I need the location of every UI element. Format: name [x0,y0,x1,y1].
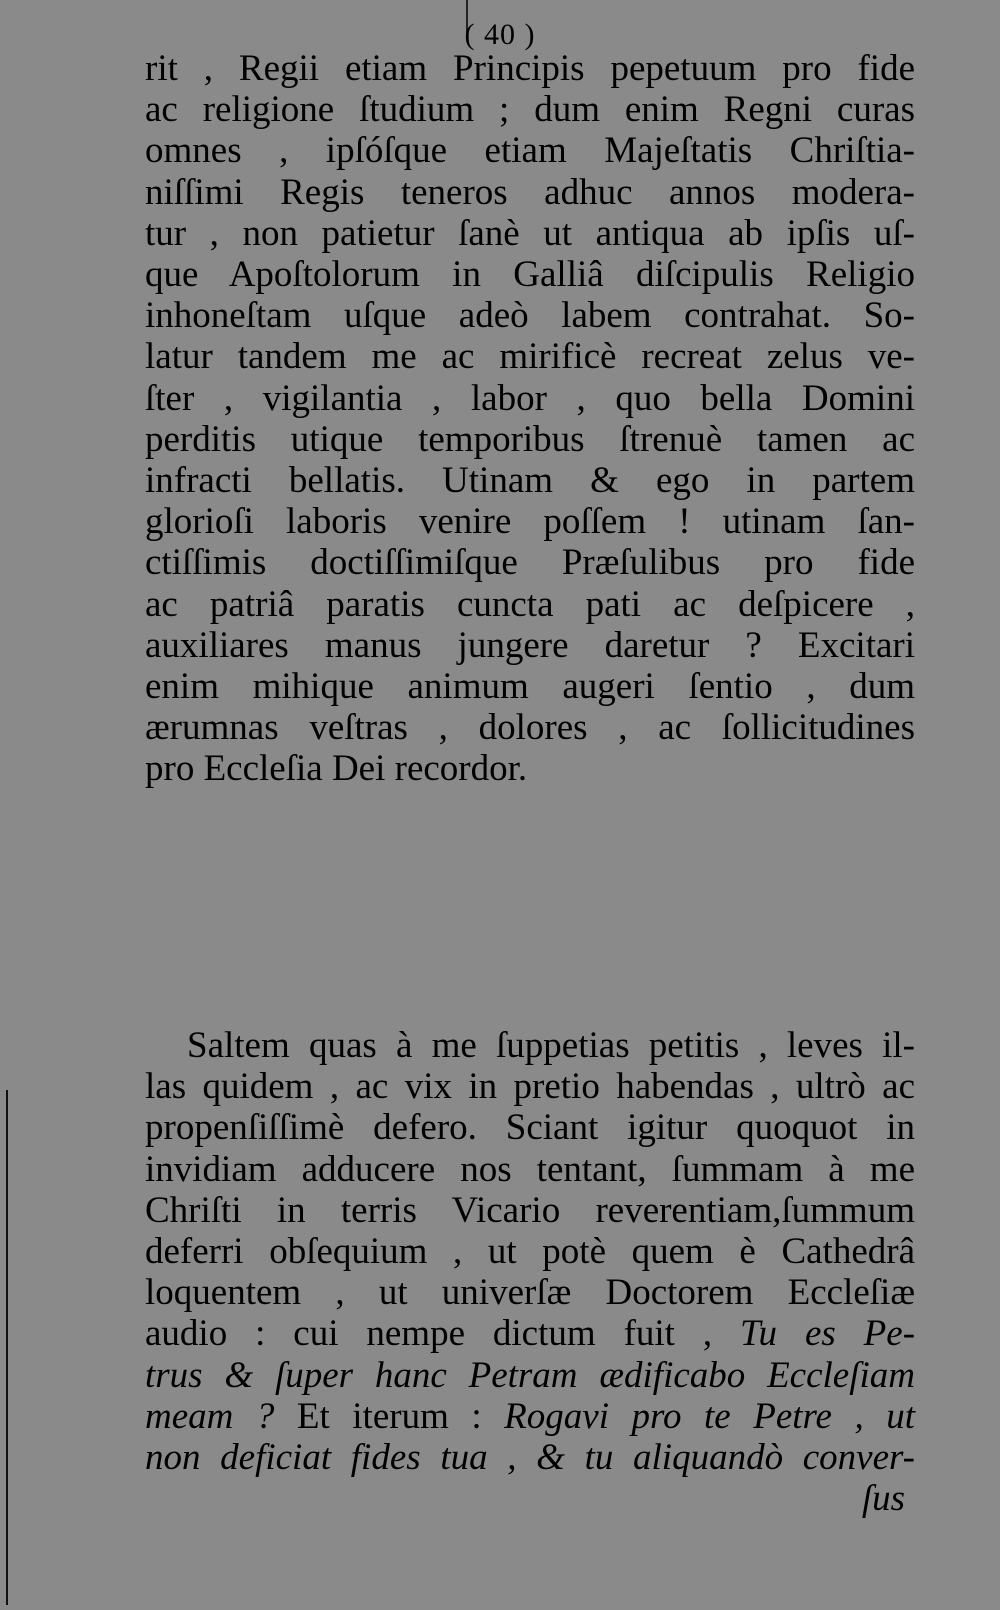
text-line: deferri obſequium , ut potè quem è Cathedrâ [145,1231,915,1273]
italic-quote-line: non deficiat fides tua , & tu aliquandò conver- [145,1437,915,1479]
text-line: propenſiſſimè defero. Sciant igitur quoquot in [145,1107,915,1149]
text-line: ærumnas veſtras , dolores , ac ſollicitudines [145,707,915,749]
page-number: ( 40 ) [464,18,536,51]
paragraph-1 [145,48,915,790]
text-line: Chriſti in terris Vicario reverentiam,ſummum [145,1189,915,1231]
text-line: loquentem , ut univerſæ Doctorem Eccleſiæ [145,1272,915,1314]
text-line: inhoneſtam uſque adeò labem contrahat. So- [145,295,915,337]
binding-edge-line [6,1090,8,1605]
text-line: latur tandem me ac mirificè recreat zelus ve- [145,336,915,378]
italic-quote: Rogavi pro te Petre , ut [504,1395,916,1437]
text-line: niſſimi Regis teneros adhuc annos modera- [145,171,915,213]
text-line: ac religione ſtudium ; dum enim Regni curas [145,89,915,131]
text-line: que Apoſtolorum in Galliâ diſcipulis Religio [145,254,915,296]
text-line: ſter , vigilantia , labor , quo bella Domini [145,377,915,419]
italic-quote-line: trus & ſuper hanc Petram ædificabo Eccleſiam [145,1354,915,1396]
text-line [145,1396,915,1437]
text-line [145,1313,915,1354]
italic-quote: meam ? [145,1395,275,1437]
text-line: enim mihique animum augeri ſentio , dum [145,666,915,708]
text-line: Saltem quas à me ſuppetias petitis , leves il- [187,1025,915,1066]
text-line: ctiſſimis doctiſſimiſque Præſulibus pro fide [145,542,915,584]
text-line: pro Eccleſia Dei recordor. [145,748,528,790]
text-line: invidiam adducere nos tentant, ſummam à me [145,1148,915,1190]
italic-quote: Tu es Pe- [740,1313,916,1355]
text-line: omnes , ipſóſque etiam Majeſtatis Chriſtia- [145,130,915,172]
text-line: ac patriâ paratis cuncta pati ac deſpicere , [145,583,915,625]
paragraph-2 [145,1025,915,1519]
text-span: audio : cui nempe dictum fuit , [145,1313,713,1355]
text-line: infracti bellatis. Utinam & ego in partem [145,460,915,502]
text-line: perditis utique temporibus ſtrenuè tamen ac [145,418,915,460]
text-line: las quidem , ac vix in pretio habendas , ultrò ac [145,1066,915,1108]
text-line: rit , Regii etiam Principis pepetuum pro fide [145,48,915,89]
text-line: glorioſi laboris venire poſſem ! utinam ſan- [145,501,915,543]
catchword: ſus [861,1478,905,1520]
text-line: auxiliares manus jungere daretur ? Excitari [145,624,915,666]
text-span: Et iterum : [296,1395,482,1437]
text-line: tur , non patietur ſanè ut antiqua ab ipſis uſ- [145,212,915,254]
